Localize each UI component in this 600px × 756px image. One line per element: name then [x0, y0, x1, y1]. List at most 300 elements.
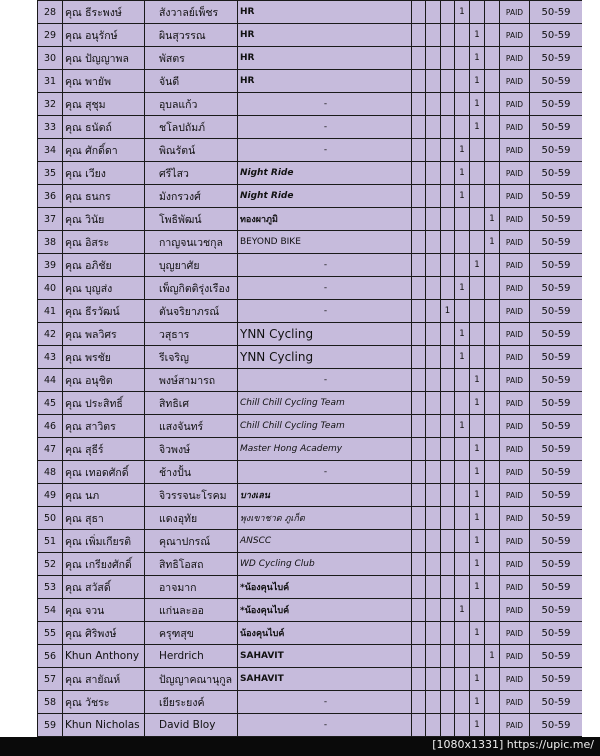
last-name-cell: ช้างปั้น — [145, 461, 238, 484]
category-mark-cell: 1 — [470, 392, 485, 415]
table-row — [38, 553, 583, 576]
category-empty-cell — [426, 139, 441, 162]
category-empty-cell — [470, 208, 485, 231]
age-group-cell: 50-59 — [530, 484, 583, 507]
table-row — [38, 369, 583, 392]
category-empty-cell — [441, 231, 455, 254]
table-row — [38, 93, 583, 116]
category-empty-cell — [455, 254, 470, 277]
last-name-cell: สิทธิเศ — [145, 392, 238, 415]
category-mark-cell: 1 — [455, 1, 470, 24]
category-empty-cell — [412, 553, 426, 576]
category-empty-cell — [441, 208, 455, 231]
category-empty-cell — [412, 668, 426, 691]
category-empty-cell — [426, 323, 441, 346]
category-mark-cell: 1 — [441, 300, 455, 323]
table-row — [38, 714, 583, 737]
category-empty-cell — [412, 369, 426, 392]
row-number: 40 — [38, 277, 63, 300]
category-empty-cell — [441, 622, 455, 645]
row-number: 43 — [38, 346, 63, 369]
age-group-cell: 50-59 — [530, 576, 583, 599]
payment-status-cell: PAID — [500, 24, 530, 47]
payment-status-cell: PAID — [500, 185, 530, 208]
category-empty-cell — [426, 530, 441, 553]
row-number: 46 — [38, 415, 63, 438]
category-empty-cell — [485, 277, 500, 300]
category-mark-cell: 1 — [470, 553, 485, 576]
image-footer-bar — [0, 737, 600, 756]
last-name-cell: เยียระยงค์ — [145, 691, 238, 714]
table-row — [38, 208, 583, 231]
row-number: 42 — [38, 323, 63, 346]
first-name-cell: คุณ อภิชัย — [63, 254, 145, 277]
payment-status-cell: PAID — [500, 599, 530, 622]
first-name-cell: คุณ เกรียงศักดิ์ — [63, 553, 145, 576]
category-empty-cell — [485, 714, 500, 737]
category-empty-cell — [485, 300, 500, 323]
registration-sheet — [37, 0, 582, 737]
category-empty-cell — [426, 277, 441, 300]
last-name-cell: เพ็ญกิตติรุ่งเรือง — [145, 277, 238, 300]
category-empty-cell — [455, 231, 470, 254]
category-empty-cell — [412, 231, 426, 254]
payment-status-cell: PAID — [500, 47, 530, 70]
category-empty-cell — [441, 714, 455, 737]
first-name-cell: คุณ เพิ่มเกียรติ — [63, 530, 145, 553]
category-empty-cell — [412, 277, 426, 300]
payment-status-cell: PAID — [500, 116, 530, 139]
payment-status-cell: PAID — [500, 622, 530, 645]
last-name-cell: บุญยาศัย — [145, 254, 238, 277]
age-group-cell: 50-59 — [530, 24, 583, 47]
payment-status-cell: PAID — [500, 277, 530, 300]
table-row — [38, 507, 583, 530]
row-number: 28 — [38, 1, 63, 24]
table-row — [38, 392, 583, 415]
category-empty-cell — [426, 1, 441, 24]
first-name-cell: คุณ ประสิทธิ์ — [63, 392, 145, 415]
category-empty-cell — [412, 415, 426, 438]
age-group-cell: 50-59 — [530, 70, 583, 93]
category-empty-cell — [441, 438, 455, 461]
age-group-cell: 50-59 — [530, 714, 583, 737]
payment-status-cell: PAID — [500, 530, 530, 553]
category-empty-cell — [455, 507, 470, 530]
category-empty-cell — [455, 24, 470, 47]
category-empty-cell — [426, 93, 441, 116]
age-group-cell: 50-59 — [530, 668, 583, 691]
category-mark-cell: 1 — [485, 208, 500, 231]
category-empty-cell — [426, 24, 441, 47]
last-name-cell: ศรีไสว — [145, 162, 238, 185]
category-empty-cell — [485, 139, 500, 162]
row-number: 50 — [38, 507, 63, 530]
age-group-cell: 50-59 — [530, 622, 583, 645]
category-empty-cell — [455, 714, 470, 737]
category-empty-cell — [485, 24, 500, 47]
table-row — [38, 438, 583, 461]
category-empty-cell — [441, 323, 455, 346]
table-row — [38, 346, 583, 369]
table-row — [38, 622, 583, 645]
last-name-cell: ปัญญาคณานุกูล — [145, 668, 238, 691]
first-name-cell: คุณ สุชุม — [63, 93, 145, 116]
category-empty-cell — [426, 392, 441, 415]
team-cell: - — [238, 254, 412, 277]
category-empty-cell — [412, 185, 426, 208]
category-mark-cell: 1 — [455, 162, 470, 185]
team-cell: WD Cycling Club — [238, 553, 412, 576]
category-empty-cell — [426, 438, 441, 461]
team-cell: YNN Cycling — [238, 323, 412, 346]
category-empty-cell — [412, 70, 426, 93]
row-number: 56 — [38, 645, 63, 668]
category-empty-cell — [412, 116, 426, 139]
row-number: 58 — [38, 691, 63, 714]
table-row — [38, 300, 583, 323]
category-empty-cell — [412, 645, 426, 668]
category-empty-cell — [455, 47, 470, 70]
category-empty-cell — [455, 645, 470, 668]
row-number: 33 — [38, 116, 63, 139]
category-mark-cell: 1 — [470, 484, 485, 507]
category-mark-cell: 1 — [470, 668, 485, 691]
category-empty-cell — [441, 93, 455, 116]
last-name-cell: แสงจันทร์ — [145, 415, 238, 438]
age-group-cell: 50-59 — [530, 93, 583, 116]
category-empty-cell — [441, 24, 455, 47]
payment-status-cell: PAID — [500, 714, 530, 737]
category-empty-cell — [485, 47, 500, 70]
table-row — [38, 530, 583, 553]
category-empty-cell — [426, 346, 441, 369]
category-empty-cell — [485, 93, 500, 116]
table-row — [38, 116, 583, 139]
row-number: 47 — [38, 438, 63, 461]
age-group-cell: 50-59 — [530, 1, 583, 24]
category-empty-cell — [455, 300, 470, 323]
row-number: 57 — [38, 668, 63, 691]
first-name-cell: คุณ ศิริพงษ์ — [63, 622, 145, 645]
team-cell: HR — [238, 70, 412, 93]
first-name-cell: คุณ อนุชิต — [63, 369, 145, 392]
category-empty-cell — [441, 162, 455, 185]
age-group-cell: 50-59 — [530, 254, 583, 277]
age-group-cell: 50-59 — [530, 438, 583, 461]
team-cell: Night Ride — [238, 162, 412, 185]
last-name-cell: David Bloy — [145, 714, 238, 737]
participant-rows — [38, 1, 583, 737]
category-empty-cell — [426, 622, 441, 645]
last-name-cell: อุบลแก้ว — [145, 93, 238, 116]
category-empty-cell — [412, 1, 426, 24]
category-empty-cell — [441, 185, 455, 208]
table-row — [38, 691, 583, 714]
table-row — [38, 70, 583, 93]
category-empty-cell — [426, 714, 441, 737]
category-empty-cell — [426, 507, 441, 530]
age-group-cell: 50-59 — [530, 645, 583, 668]
category-empty-cell — [485, 369, 500, 392]
age-group-cell: 50-59 — [530, 553, 583, 576]
payment-status-cell: PAID — [500, 369, 530, 392]
row-number: 59 — [38, 714, 63, 737]
team-cell: - — [238, 300, 412, 323]
category-empty-cell — [485, 162, 500, 185]
team-cell: Night Ride — [238, 185, 412, 208]
image-watermark: [1080x1331] https://upic.me/ — [432, 738, 594, 751]
row-number: 55 — [38, 622, 63, 645]
last-name-cell: มังกรวงศ์ — [145, 185, 238, 208]
category-mark-cell: 1 — [455, 277, 470, 300]
payment-status-cell: PAID — [500, 231, 530, 254]
category-mark-cell: 1 — [455, 346, 470, 369]
age-group-cell: 50-59 — [530, 346, 583, 369]
team-cell: บางเลน — [238, 484, 412, 507]
row-number: 51 — [38, 530, 63, 553]
category-empty-cell — [426, 300, 441, 323]
category-empty-cell — [485, 461, 500, 484]
last-name-cell: แดงอุทัย — [145, 507, 238, 530]
category-mark-cell: 1 — [455, 139, 470, 162]
payment-status-cell: PAID — [500, 1, 530, 24]
age-group-cell: 50-59 — [530, 369, 583, 392]
age-group-cell: 50-59 — [530, 208, 583, 231]
category-mark-cell: 1 — [470, 24, 485, 47]
category-empty-cell — [441, 277, 455, 300]
category-empty-cell — [441, 530, 455, 553]
payment-status-cell: PAID — [500, 553, 530, 576]
category-empty-cell — [426, 254, 441, 277]
age-group-cell: 50-59 — [530, 162, 583, 185]
team-cell: - — [238, 461, 412, 484]
team-cell: - — [238, 139, 412, 162]
last-name-cell: ครุฑสุข — [145, 622, 238, 645]
category-empty-cell — [455, 691, 470, 714]
first-name-cell: คุณ จวน — [63, 599, 145, 622]
category-mark-cell: 1 — [470, 461, 485, 484]
category-empty-cell — [485, 599, 500, 622]
payment-status-cell: PAID — [500, 93, 530, 116]
category-empty-cell — [441, 392, 455, 415]
table-row — [38, 415, 583, 438]
payment-status-cell: PAID — [500, 392, 530, 415]
age-group-cell: 50-59 — [530, 139, 583, 162]
payment-status-cell: PAID — [500, 461, 530, 484]
age-group-cell: 50-59 — [530, 185, 583, 208]
category-empty-cell — [470, 231, 485, 254]
row-number: 31 — [38, 70, 63, 93]
category-mark-cell: 1 — [470, 369, 485, 392]
category-empty-cell — [485, 668, 500, 691]
team-cell: น้องคุนไบค์ — [238, 622, 412, 645]
category-mark-cell: 1 — [455, 415, 470, 438]
first-name-cell: คุณ เวียง — [63, 162, 145, 185]
category-empty-cell — [485, 553, 500, 576]
category-mark-cell: 1 — [470, 438, 485, 461]
age-group-cell: 50-59 — [530, 47, 583, 70]
row-number: 39 — [38, 254, 63, 277]
payment-status-cell: PAID — [500, 576, 530, 599]
age-group-cell: 50-59 — [530, 599, 583, 622]
team-cell: SAHAVIT — [238, 668, 412, 691]
table-row — [38, 139, 583, 162]
age-group-cell: 50-59 — [530, 530, 583, 553]
category-empty-cell — [441, 691, 455, 714]
team-cell: SAHAVIT — [238, 645, 412, 668]
category-empty-cell — [412, 208, 426, 231]
category-empty-cell — [412, 300, 426, 323]
category-empty-cell — [426, 415, 441, 438]
table-row — [38, 162, 583, 185]
category-empty-cell — [412, 714, 426, 737]
payment-status-cell: PAID — [500, 208, 530, 231]
payment-status-cell: PAID — [500, 162, 530, 185]
category-empty-cell — [412, 392, 426, 415]
table-row — [38, 645, 583, 668]
first-name-cell: คุณ พรชัย — [63, 346, 145, 369]
first-name-cell: คุณ พลวิศร — [63, 323, 145, 346]
category-empty-cell — [455, 622, 470, 645]
category-empty-cell — [485, 392, 500, 415]
last-name-cell: จันดี — [145, 70, 238, 93]
first-name-cell: คุณ ธีรวัฒน์ — [63, 300, 145, 323]
category-empty-cell — [455, 70, 470, 93]
row-number: 35 — [38, 162, 63, 185]
team-cell: - — [238, 691, 412, 714]
category-empty-cell — [470, 277, 485, 300]
payment-status-cell: PAID — [500, 346, 530, 369]
category-empty-cell — [441, 599, 455, 622]
team-cell: HR — [238, 1, 412, 24]
table-row — [38, 323, 583, 346]
category-empty-cell — [470, 162, 485, 185]
category-empty-cell — [441, 507, 455, 530]
team-cell: BEYOND BIKE — [238, 231, 412, 254]
payment-status-cell: PAID — [500, 300, 530, 323]
last-name-cell: กาญจนเวชกุล — [145, 231, 238, 254]
category-empty-cell — [441, 553, 455, 576]
category-empty-cell — [485, 530, 500, 553]
category-mark-cell: 1 — [470, 714, 485, 737]
category-empty-cell — [470, 415, 485, 438]
category-empty-cell — [441, 415, 455, 438]
category-empty-cell — [455, 438, 470, 461]
category-mark-cell: 1 — [470, 70, 485, 93]
row-number: 48 — [38, 461, 63, 484]
first-name-cell: คุณ เทอดศักดิ์ — [63, 461, 145, 484]
last-name-cell: วสุธาร — [145, 323, 238, 346]
category-empty-cell — [412, 484, 426, 507]
category-empty-cell — [455, 369, 470, 392]
last-name-cell: คุณาปกรณ์ — [145, 530, 238, 553]
category-empty-cell — [470, 323, 485, 346]
payment-status-cell: PAID — [500, 254, 530, 277]
table-row — [38, 668, 583, 691]
age-group-cell: 50-59 — [530, 461, 583, 484]
category-empty-cell — [412, 346, 426, 369]
first-name-cell: คุณ อนุรักษ์ — [63, 24, 145, 47]
category-empty-cell — [426, 576, 441, 599]
age-group-cell: 50-59 — [530, 507, 583, 530]
category-empty-cell — [485, 185, 500, 208]
category-empty-cell — [412, 622, 426, 645]
category-mark-cell: 1 — [455, 599, 470, 622]
last-name-cell: สิทธิโอสถ — [145, 553, 238, 576]
category-empty-cell — [441, 668, 455, 691]
row-number: 37 — [38, 208, 63, 231]
category-mark-cell: 1 — [485, 231, 500, 254]
category-empty-cell — [412, 139, 426, 162]
team-cell: HR — [238, 47, 412, 70]
category-empty-cell — [485, 116, 500, 139]
payment-status-cell: PAID — [500, 70, 530, 93]
category-empty-cell — [485, 415, 500, 438]
first-name-cell: คุณ สุธา — [63, 507, 145, 530]
first-name-cell: คุณ ธนกร — [63, 185, 145, 208]
age-group-cell: 50-59 — [530, 231, 583, 254]
row-number: 44 — [38, 369, 63, 392]
first-name-cell: คุณ ศักดิ์ดา — [63, 139, 145, 162]
row-number: 38 — [38, 231, 63, 254]
last-name-cell: พัสตร — [145, 47, 238, 70]
category-empty-cell — [426, 231, 441, 254]
team-cell: - — [238, 369, 412, 392]
row-number: 45 — [38, 392, 63, 415]
last-name-cell: ผินสุวรรณ — [145, 24, 238, 47]
category-empty-cell — [455, 208, 470, 231]
row-number: 41 — [38, 300, 63, 323]
category-mark-cell: 1 — [470, 576, 485, 599]
table-row — [38, 47, 583, 70]
category-empty-cell — [470, 645, 485, 668]
category-mark-cell: 1 — [470, 507, 485, 530]
category-empty-cell — [441, 47, 455, 70]
last-name-cell: Herdrich — [145, 645, 238, 668]
age-group-cell: 50-59 — [530, 116, 583, 139]
category-empty-cell — [455, 576, 470, 599]
first-name-cell: คุณ บุญส่ง — [63, 277, 145, 300]
age-group-cell: 50-59 — [530, 392, 583, 415]
category-empty-cell — [470, 185, 485, 208]
table-row — [38, 277, 583, 300]
category-empty-cell — [412, 461, 426, 484]
category-empty-cell — [441, 645, 455, 668]
category-empty-cell — [412, 24, 426, 47]
category-empty-cell — [441, 576, 455, 599]
row-number: 32 — [38, 93, 63, 116]
table-row — [38, 576, 583, 599]
last-name-cell: ตันจริยาภรณ์ — [145, 300, 238, 323]
age-group-cell: 50-59 — [530, 277, 583, 300]
category-empty-cell — [426, 70, 441, 93]
payment-status-cell: PAID — [500, 668, 530, 691]
category-empty-cell — [441, 1, 455, 24]
age-group-cell: 50-59 — [530, 415, 583, 438]
team-cell: - — [238, 277, 412, 300]
team-cell: ANSCC — [238, 530, 412, 553]
payment-status-cell: PAID — [500, 139, 530, 162]
category-empty-cell — [426, 553, 441, 576]
category-empty-cell — [412, 254, 426, 277]
category-empty-cell — [426, 369, 441, 392]
team-cell: Chill Chill Cycling Team — [238, 415, 412, 438]
first-name-cell: คุณ สายัณห์ — [63, 668, 145, 691]
category-empty-cell — [426, 691, 441, 714]
table-row — [38, 599, 583, 622]
category-empty-cell — [441, 254, 455, 277]
